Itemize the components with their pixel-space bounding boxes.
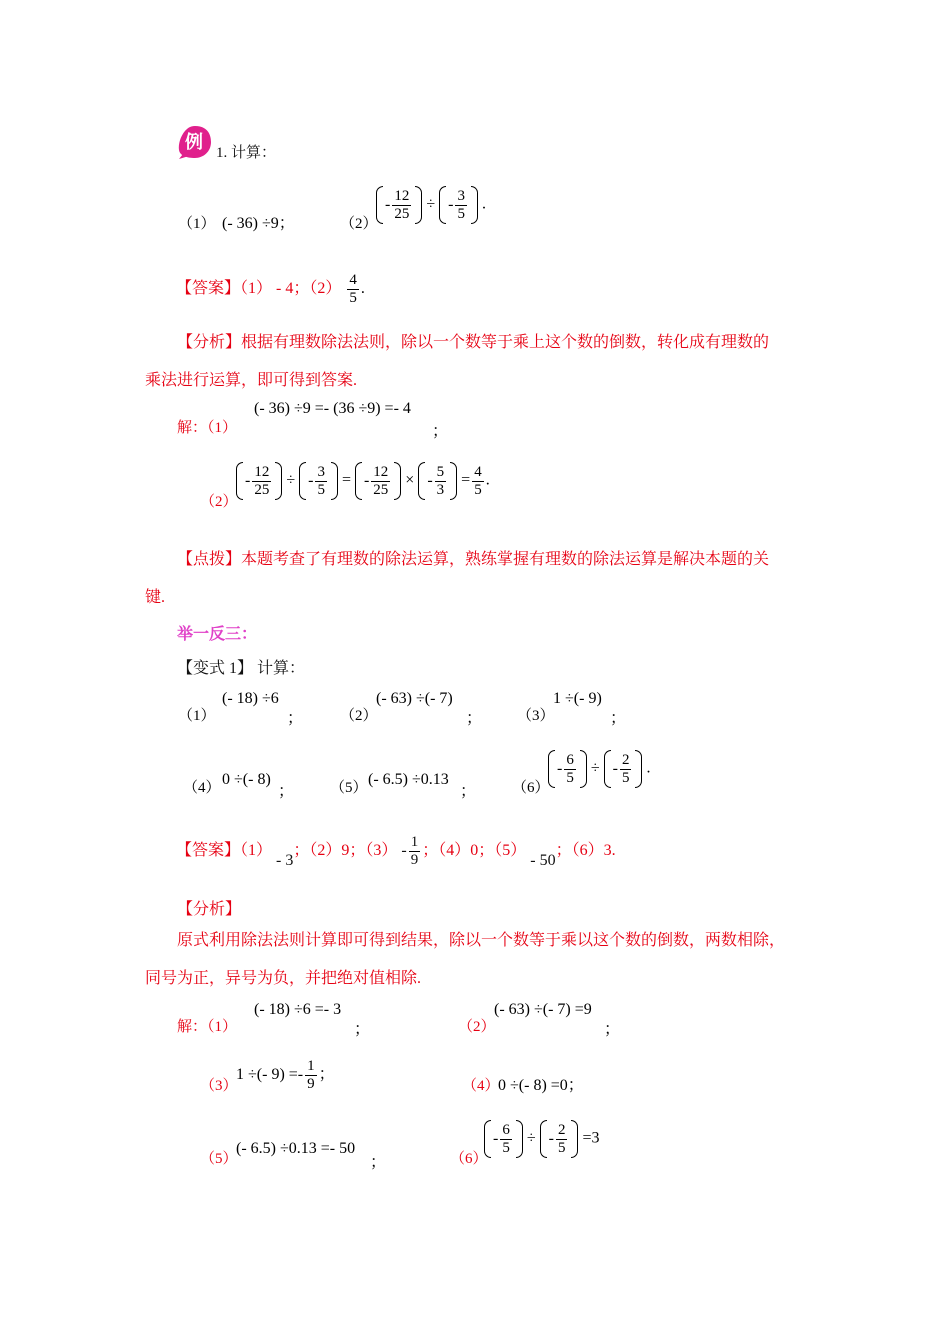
solution2-e4: 0 ÷(- 8) =0； [498, 1077, 584, 1094]
answer2-tag: 【答案】 [176, 842, 241, 860]
solution2-l6: （6） [450, 1151, 488, 1167]
variant1-title: 【变式 1】 计算： [177, 660, 306, 677]
variant1-q5-label: （5） [330, 780, 368, 796]
tip1-tag: 【点拨】 [177, 551, 242, 568]
fraction: $\frac{2}{5}$ [557, 1121, 566, 1156]
fraction: $\frac{6}{5}$ [502, 1121, 510, 1156]
fraction: $\frac{1}{9}$ [410, 834, 419, 868]
solution2-e3: 1 ÷(- 9) =- $\frac{1}{9}$ ； [236, 1058, 335, 1092]
variant1-q1-label: （1） [178, 708, 216, 724]
variant1-q3-expr: 1 ÷(- 9) [553, 690, 602, 707]
solution2-e1: (- 18) ÷6 =- 3 [254, 1001, 342, 1018]
solution2-l5: （5） [200, 1151, 238, 1167]
analysis2: 原式利用除法法则计算即可得到结果，除以一个数等于乘以这个数的倒数，两数相除， 同号为正，异号为负，并把绝对值相除. [145, 932, 786, 987]
solution2-e6: - $\frac{6}{5}$ ÷ - $\frac{2}{5}$ =3 [484, 1120, 599, 1158]
fraction: $\frac{4}{5}$ [349, 272, 357, 306]
solution2-l2: （2） [458, 1019, 496, 1035]
paren-group: - $\frac{3}{5}$ [439, 186, 478, 224]
example-q1-expr: (- 36) ÷9； [222, 215, 295, 232]
solution1-end: ； [432, 423, 449, 440]
variant1-q5-expr: (- 6.5) ÷0.13 [368, 771, 449, 788]
section-title: 举一反三： [177, 626, 258, 643]
example-badge [177, 124, 213, 160]
example-q1-label: （1） [178, 216, 216, 232]
answer1-tag: 【答案】 [176, 280, 241, 298]
example-q2-label: （2） [340, 216, 378, 232]
variant1-q3-end: ； [610, 710, 627, 727]
variant1-q4-label: （4） [183, 780, 221, 796]
variant1-q5-end: ； [460, 783, 477, 800]
fraction: $\frac{3}{5}$ [457, 187, 465, 222]
fraction: $\frac{1}{9}$ [307, 1058, 315, 1092]
fraction: $\frac{2}{5}$ [621, 751, 630, 786]
fraction: $\frac{3}{5}$ [317, 463, 325, 498]
solution2-e1-end: ； [354, 1021, 371, 1038]
variant1-q1-expr: (- 18) ÷6 [222, 690, 279, 707]
example-badge-text: 例 [185, 132, 203, 153]
variant1-q4-expr: 0 ÷(- 8) [222, 771, 271, 788]
fraction: $\frac{6}{5}$ [566, 751, 574, 786]
variant1-q3-label: （3） [517, 708, 555, 724]
variant1-q1-end: ； [287, 710, 304, 727]
solution2-e2-end: ； [604, 1021, 621, 1038]
fraction: $\frac{12}{25}$ [394, 187, 410, 222]
solution2-e5-end: ； [370, 1154, 387, 1171]
variant1-q6-label: （6） [512, 780, 550, 796]
variant1-q2-expr: (- 63) ÷(- 7) [376, 690, 453, 707]
paren-group: - $\frac{12}{25}$ [376, 186, 422, 224]
variant1-q4-end: ； [278, 783, 295, 800]
example-title: 1. 计算： [216, 145, 277, 161]
solution1-expr2: - $\frac{12}{25}$ ÷ - $\frac{3}{5}$ = - $\frac{12}{25}$ × - $\frac{5}{3}$ = $\frac{4}{5}$ . [236, 462, 490, 500]
solution2-label: 解：（1） [177, 1019, 238, 1035]
fraction: $\frac{12}{25}$ [254, 463, 270, 498]
answer2: 【答案】（1） - 3；（2）9；（3） - $\frac{1}{9}$ ；（4）0；（5） - 50；（6）3. [176, 834, 616, 870]
solution2-e2: (- 63) ÷(- 7) =9 [494, 1001, 592, 1018]
fraction: $\frac{5}{3}$ [436, 463, 445, 498]
analysis2-tag: 【分析】 [177, 901, 242, 918]
solution2-l3: （3） [200, 1078, 238, 1094]
solution2-l4: （4） [462, 1078, 500, 1094]
tip1: 【点拨】本题考查了有理数的除法运算，熟练掌握有理数的除法运算是解决本题的关 键. [145, 551, 770, 606]
fraction: $\frac{4}{5}$ [474, 463, 482, 498]
analysis1-tag: 【分析】 [177, 334, 242, 351]
answer1: 【答案】（1） - 4；（2） $\frac{4}{5}$ . [176, 272, 365, 306]
solution1-expr: (- 36) ÷9 =- (36 ÷9) =- 4 [254, 400, 411, 417]
analysis1: 【分析】根据有理数除法法则，除以一个数等于乘上这个数的倒数，转化成有理数的 乘法进行运算，即可得到答案. [145, 334, 770, 389]
variant1-q6-expr: - $\frac{6}{5}$ ÷ - $\frac{2}{5}$ . [548, 750, 650, 788]
variant1-q2-end: ； [466, 710, 483, 727]
solution1-label: 解：（1） [177, 420, 238, 436]
solution2-e5: (- 6.5) ÷0.13 =- 50 [236, 1140, 356, 1157]
example-q2-expr: - $\frac{12}{25}$ ÷ - $\frac{3}{5}$ . [376, 186, 486, 224]
solution1-label2: （2） [200, 494, 238, 510]
fraction: $\frac{12}{25}$ [373, 463, 389, 498]
variant1-q2-label: （2） [340, 708, 378, 724]
